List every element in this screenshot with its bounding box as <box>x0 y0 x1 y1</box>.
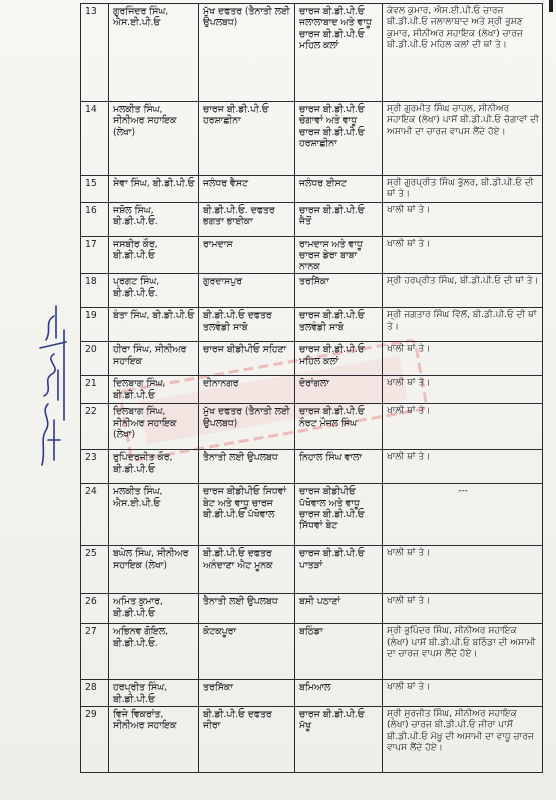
current-posting: ਬੀ.ਡੀ.ਪੀ.ਓ. ਦਫਤਰ ਭਗਤਾ ਭਾਈਕਾ <box>199 202 295 236</box>
serial-number: 25 <box>81 546 109 594</box>
current-posting: ਬੀ.ਡੀ.ਪੀ.ਓ ਦਫਤਰ ਅਨੰਦਾਣਾ ਐਟ ਮੂਨਕ <box>199 546 295 594</box>
current-posting: ਰਾਮਦਾਸ <box>199 236 295 274</box>
current-posting: ਤੈਨਾਤੀ ਲਈ ਉਪਲਬਧ <box>199 450 295 484</box>
new-posting: ਚਾਰਜ ਬੀ.ਡੀ.ਪੀ.ਓ ਮੱਖੂ <box>295 707 383 773</box>
serial-number: 21 <box>81 376 109 404</box>
table-row <box>81 102 543 176</box>
employee-name: ਹੀਰਾ ਸਿੰਘ, ਸੀਨੀਅਰ ਸਹਾਇਕ <box>109 342 199 376</box>
employee-name: ਮਲਕੀਤ ਸਿੰਘ, ਐਸ.ਈ.ਪੀ.ਓ <box>109 484 199 546</box>
remarks: ਕੇਵਲ ਕੁਮਾਰ, ਐਸ.ਈ.ਪੀ.ਓ ਚਾਰਜ ਬੀ.ਡੀ.ਪੀ.ਓ ਜਲਾਲਾਬਾਦ ਅਤੇ ਸ੍ਰੀ ਭੁਸ਼ਣ ਕੁਮਾਰ, ਸੀਨੀਅਰ ਸਹਾਇਕ (ਲੇਖਾ) ਚਾਰਜ ਬੀ.ਡੀ.ਪੀ.ਓ ਮਹਿਲ ਕਲਾਂ ਦੀ ਥਾਂ ਤੇ। <box>383 4 543 102</box>
employee-name: ਬਘੇਲ ਸਿੰਘ, ਸੀਨੀਅਰ ਸਹਾਇਕ (ਲੇਖਾ) <box>109 546 199 594</box>
remarks: ਖਾਲੀ ਥਾਂ ਤੇ। <box>383 236 543 274</box>
employee-name: ਜਸਬੀਰ ਕੌਰ, ਬੀ.ਡੀ.ਪੀ.ਓ <box>109 236 199 274</box>
employee-name: ਪ੍ਰਗਟ ਸਿੰਘ, ਬੀ.ਡੀ.ਪੀ.ਓ. <box>109 274 199 308</box>
employee-name: ਅਭਿਨਵ ਗੋਇਲ, ਬੀ.ਡੀ.ਪੀ.ਓ. <box>109 624 199 680</box>
employee-name: ਵਿਜੇ ਵਿਕਰਾਂਤ, ਸੀਨੀਅਰ ਸਹਾਇਕ <box>109 707 199 773</box>
new-posting: ਚਾਰਜ ਬੀ.ਡੀ.ਪੀ.ਓ ਜਲਾਲਾਬਾਦ ਅਤੇ ਵਾਧੂ ਚਾਰਜ ਬੀ.ਡੀ.ਪੀ.ਓ ਮਹਿਲ ਕਲਾਂ <box>295 4 383 102</box>
table-row <box>81 594 543 624</box>
new-posting: ਰਾਮਦਾਸ ਅਤੇ ਵਾਧੂ ਚਾਰਜ ਡੇਰਾ ਬਾਬਾ ਨਾਨਕ <box>295 236 383 274</box>
new-posting: ਬਠਿੰਡਾ <box>295 624 383 680</box>
current-posting: ਤੈਨਾਤੀ ਲਈ ਉਪਲਬਧ <box>199 594 295 624</box>
table-row <box>81 624 543 680</box>
remarks: ਖਾਲੀ ਥਾਂ ਤੇ। <box>383 680 543 707</box>
serial-number: 20 <box>81 342 109 376</box>
new-posting: ਚਾਰਜ ਬੀ.ਡੀ.ਪੀ.ਓ ਨੌਰਟ ਮੌਜਲ ਸਿੰਘ <box>295 404 383 450</box>
employee-name: ਮਲਕੀਤ ਸਿੰਘ, ਸੀਨੀਅਰ ਸਹਾਇਕ (ਲੇਖਾ) <box>109 102 199 176</box>
serial-number: 15 <box>81 176 109 203</box>
transfer-table <box>80 3 543 773</box>
serial-number: 26 <box>81 594 109 624</box>
serial-number: 28 <box>81 680 109 707</box>
remarks: ਖਾਲੀ ਥਾਂ ਤੇ। <box>383 376 543 404</box>
current-posting: ਦੀਨਾਨਗਰ <box>199 376 295 404</box>
serial-number: 27 <box>81 624 109 680</box>
table-row <box>81 4 543 102</box>
remarks: ਖਾਲੀ ਥਾਂ ਤੇ। <box>383 450 543 484</box>
new-posting: ਬਸੀ ਪਠਾਣਾਂ <box>295 594 383 624</box>
employee-name: ਸੇਵਾ ਸਿੰਘ, ਬੀ.ਡੀ.ਪੀ.ਓ <box>109 176 199 203</box>
remarks: ਖਾਲੀ ਥਾਂ ਤੇ। <box>383 404 543 450</box>
new-posting: ਚਾਰਜ ਬੀਡੀਪੀਓ ਪੱਖੋਵਾਲ ਅਤੇ ਵਾਧੂ ਚਾਰਜ ਬੀ.ਡੀ.ਪੀ.ਓ ਸਿੱਧਵਾਂ ਬੇਟ <box>295 484 383 546</box>
table-row <box>81 274 543 308</box>
employee-name: ਬੰਤਾ ਸਿੰਘ, ਬੀ.ਡੀ.ਪੀ.ਓ <box>109 308 199 342</box>
current-posting: ਚਾਰਜ ਬੀ.ਡੀ.ਪੀ.ਓ ਹਰਸ਼ਾਛੀਨਾ <box>199 102 295 176</box>
new-posting: ਚਾਰਜ ਬੀ.ਡੀ.ਪੀ.ਓ ਮਹਿਲ ਕਲਾਂ <box>295 342 383 376</box>
employee-name: ਜਸ਼ੋਲ ਸਿੰਘ, ਬੀ.ਡੀ.ਪੀ.ਓ. <box>109 202 199 236</box>
table-row <box>81 707 543 773</box>
serial-number: 22 <box>81 404 109 450</box>
serial-number: 29 <box>81 707 109 773</box>
serial-number: 14 <box>81 102 109 176</box>
serial-number: 24 <box>81 484 109 546</box>
current-posting: ਬੀ.ਡੀ.ਪੀ.ਓ ਦਫਤਰ ਜੀਰਾ <box>199 707 295 773</box>
current-posting: ਗੁਰਦਾਸਪੁਰ <box>199 274 295 308</box>
table-row <box>81 376 543 404</box>
handwritten-date-stamp <box>34 300 74 470</box>
new-posting: ਚਾਰਜ ਬੀ.ਡੀ.ਪੀ.ਓ ਪਾਤੜਾਂ <box>295 546 383 594</box>
employee-name: ਦਿਲਬਾਗ ਸਿੰਘ, ਬੀ.ਡੀ.ਪੀ.ਓ <box>109 376 199 404</box>
serial-number: 23 <box>81 450 109 484</box>
table-row <box>81 176 543 203</box>
current-posting: ਕੋਟਕਪੂਰਾ <box>199 624 295 680</box>
new-posting: ਬਮਿਆਲ <box>295 680 383 707</box>
current-posting: ਬੀ.ਡੀ.ਪੀ.ਓ ਦਫਤਰ ਤਲਵੰਡੀ ਸਾਬੋ <box>199 308 295 342</box>
serial-number: 13 <box>81 4 109 102</box>
table-row <box>81 236 543 274</box>
remarks: ਸ੍ਰੀ ਹਰਪ੍ਰੀਤ ਸਿੰਘ, ਬੀ.ਡੀ.ਪੀ.ਓ ਦੀ ਥਾਂ ਤੇ। <box>383 274 543 308</box>
table-row <box>81 680 543 707</box>
table-row <box>81 404 543 450</box>
remarks: ਸ੍ਰੀ ਜਗਤਾਰ ਸਿੰਘ ਵਿੱਲੋਂ, ਬੀ.ਡੀ.ਪੀ.ਓ ਦੀ ਥਾਂ ਤੇ। <box>383 308 543 342</box>
employee-name: ਹਰਪ੍ਰੀਤ ਸਿੰਘ, ਬੀ.ਡੀ.ਪੀ.ਓ <box>109 680 199 707</box>
current-posting: ਮੁੱਖ ਦਫਤਰ (ਤੈਨਾਤੀ ਲਈ ਉਪਲਬਧ) <box>199 4 295 102</box>
current-posting: ਚਾਰਜ ਬੀਡੀਪੀਓ ਸਿਧਵਾਂ ਬੇਟ ਅਤੇ ਵਾਧੂ ਚਾਰਜ ਬੀ.ਡੀ.ਪੀ.ਓ ਪੱਖੋਵਾਲ <box>199 484 295 546</box>
new-posting: ਚਾਰਜ ਬੀ.ਡੀ.ਪੀ.ਓ ਜੈਤੋਂ <box>295 202 383 236</box>
edge-mark <box>549 0 553 12</box>
new-posting: ਤਰਸਿੱਕਾ <box>295 274 383 308</box>
remarks: ਸ੍ਰੀ ਸੁਰਜੀਤ ਸਿੰਘ, ਸੀਨੀਅਰ ਸਹਾਇਕ (ਲੇਖਾ) ਚਾਰਜ ਬੀ.ਡੀ.ਪੀ.ਓ ਜੀਰਾ ਪਾਸੋਂ ਬੀ.ਡੀ.ਪੀ.ਓ ਮੱਖੂ ਦੀ ਅਸਾਮੀ ਦਾ ਵਾਧੂ ਚਾਰਜ ਵਾਪਸ ਲੈਂਦੇ ਹੋਏ। <box>383 707 543 773</box>
serial-number: 19 <box>81 308 109 342</box>
table-row <box>81 484 543 546</box>
serial-number: 17 <box>81 236 109 274</box>
table-row <box>81 342 543 376</box>
remarks: ਖਾਲੀ ਥਾਂ ਤੇ। <box>383 342 543 376</box>
remarks: ਸ੍ਰੀ ਗੁਰਮੀਤ ਸਿੰਘ ਚਾਹਲ, ਸੀਨੀਅਰ ਸਹਾਇਕ (ਲੇਖਾ) ਪਾਸੋਂ ਬੀ.ਡੀ.ਪੀ.ਓ ਚੋਗਾਵਾਂ ਦੀ ਅਸਾਮੀ ਦਾ ਚਾਰਜ ਵਾਪਸ ਲੈਂਦੇ ਹੋਏ। <box>383 102 543 176</box>
table-row <box>81 546 543 594</box>
new-posting: ਚਾਰਜ ਬੀ.ਡੀ.ਪੀ.ਓ ਤਲਵੰਡੀ ਸਾਬੋ <box>295 308 383 342</box>
remarks: ਖਾਲੀ ਥਾਂ ਤੇ। <box>383 202 543 236</box>
serial-number: 18 <box>81 274 109 308</box>
employee-name: ਰੁਪਿੰਦਰਜੀਤ ਕੌਰ, ਬੀ.ਡੀ.ਪੀ.ਓ <box>109 450 199 484</box>
new-posting: ਦੋਰਾਂਗਲਾ <box>295 376 383 404</box>
employee-name: ਗੁਰਜਿੰਦਰ ਸਿੰਘ, ਐਸ.ਈ.ਪੀ.ਓ <box>109 4 199 102</box>
employee-name: ਦਿਲਬਾਗ ਸਿੰਘ, ਸੀਨੀਅਰ ਸਹਾਇਕ (ਲੇਖਾ) <box>109 404 199 450</box>
current-posting: ਮੁੱਖ ਦਫਤਰ (ਤੈਨਾਤੀ ਲਈ ਉਪਲਬਧ) <box>199 404 295 450</box>
current-posting: ਚਾਰਜ ਬੀਡੀਪੀਓ ਸਹਿਣਾ <box>199 342 295 376</box>
employee-name: ਅਮਿਤ ਕੁਮਾਰ, ਬੀ.ਡੀ.ਪੀ.ਓ <box>109 594 199 624</box>
remarks: ਖਾਲੀ ਥਾਂ ਤੇ। <box>383 546 543 594</box>
new-posting: ਚਾਰਜ ਬੀ.ਡੀ.ਪੀ.ਓ ਚੋਗਾਵਾਂ ਅਤੇ ਵਾਧੂ ਚਾਰਜ ਬੀ.ਡੀ.ਪੀ.ਓ ਹਰਸ਼ਾਛੀਨਾ <box>295 102 383 176</box>
table-row <box>81 450 543 484</box>
remarks: ਸ੍ਰੀ ਗੁਰਪ੍ਰੀਤ ਸਿੰਘ ਭੁੱਲਰ, ਬੀ.ਡੀ.ਪੀ.ਓ ਦੀ ਥਾਂ ਤੇ। <box>383 176 543 203</box>
serial-number: 16 <box>81 202 109 236</box>
remarks: ਸ੍ਰੀ ਭੁਪਿੰਦਰ ਸਿੰਘ, ਸੀਨੀਅਰ ਸਹਾਇਕ (ਲੇਖਾ) ਪਾਸੋਂ ਬੀ.ਡੀ.ਪੀ.ਓ ਬਠਿੰਡਾ ਦੀ ਅਸਾਮੀ ਦਾ ਚਾਰਜ ਵਾਪਸ ਲੈਂਦੇ ਹੋਏ। <box>383 624 543 680</box>
current-posting: ਜਲੰਧਰ ਵੈਸਟ <box>199 176 295 203</box>
current-posting: ਤਰਸਿੱਕਾ <box>199 680 295 707</box>
remarks: ਖਾਲੀ ਥਾਂ ਤੇ। <box>383 594 543 624</box>
new-posting: ਜਲੰਧਰ ਈਸਟ <box>295 176 383 203</box>
remarks: --- <box>383 484 543 546</box>
table-row <box>81 202 543 236</box>
table-row <box>81 308 543 342</box>
new-posting: ਨਿਹਾਲ ਸਿੰਘ ਵਾਲਾ <box>295 450 383 484</box>
